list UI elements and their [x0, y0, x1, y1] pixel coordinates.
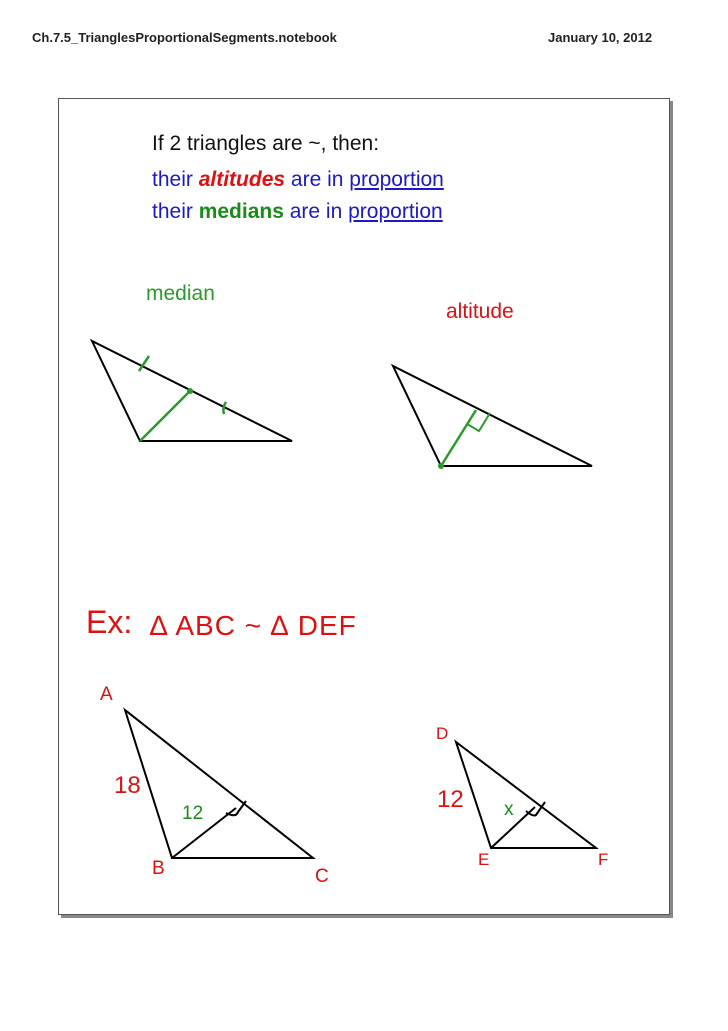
vertex-B: B [152, 858, 165, 879]
notebook-date: January 10, 2012 [548, 30, 653, 45]
right-angle-mark [467, 413, 490, 431]
altitude-segment [441, 410, 476, 466]
altitude-ABC-length: 12 [182, 803, 204, 824]
side-DE-length: 12 [437, 786, 464, 813]
similarity-statement: ∆ ABC ~ ∆ DEF [150, 610, 357, 641]
median-segment [140, 391, 190, 441]
right-angle-DEF [526, 802, 545, 816]
altitudes-term: altitudes [198, 168, 286, 191]
statement-line-1: If 2 triangles are ~, then: [152, 132, 380, 155]
line2-proportion: proportion [349, 168, 444, 191]
example-label: Ex: [86, 604, 133, 640]
altitude-triangle [393, 366, 592, 466]
vertex-A: A [100, 684, 113, 705]
line3-proportion: proportion [348, 200, 443, 223]
triangle-ABC [125, 710, 313, 858]
line2-prefix: their [152, 168, 193, 191]
line3-prefix: their [152, 200, 193, 223]
altitude-label: altitude [446, 300, 514, 323]
vertex-E: E [478, 850, 490, 869]
altitude-foot-dot [438, 463, 444, 469]
vertex-F: F [598, 850, 609, 869]
notebook-filename: Ch.7.5_TrianglesProportionalSegments.notebook [32, 30, 337, 45]
vertex-D: D [436, 724, 449, 743]
line2-mid: are in [290, 168, 344, 191]
vertex-C: C [315, 866, 329, 887]
midpoint-dot [187, 388, 193, 394]
line3-mid: are in [289, 200, 343, 223]
altitude-DEF-length: x [504, 799, 514, 820]
triangle-DEF [456, 742, 596, 848]
medians-term: medians [198, 200, 284, 223]
side-AB-length: 18 [114, 772, 141, 799]
median-label: median [146, 282, 215, 305]
